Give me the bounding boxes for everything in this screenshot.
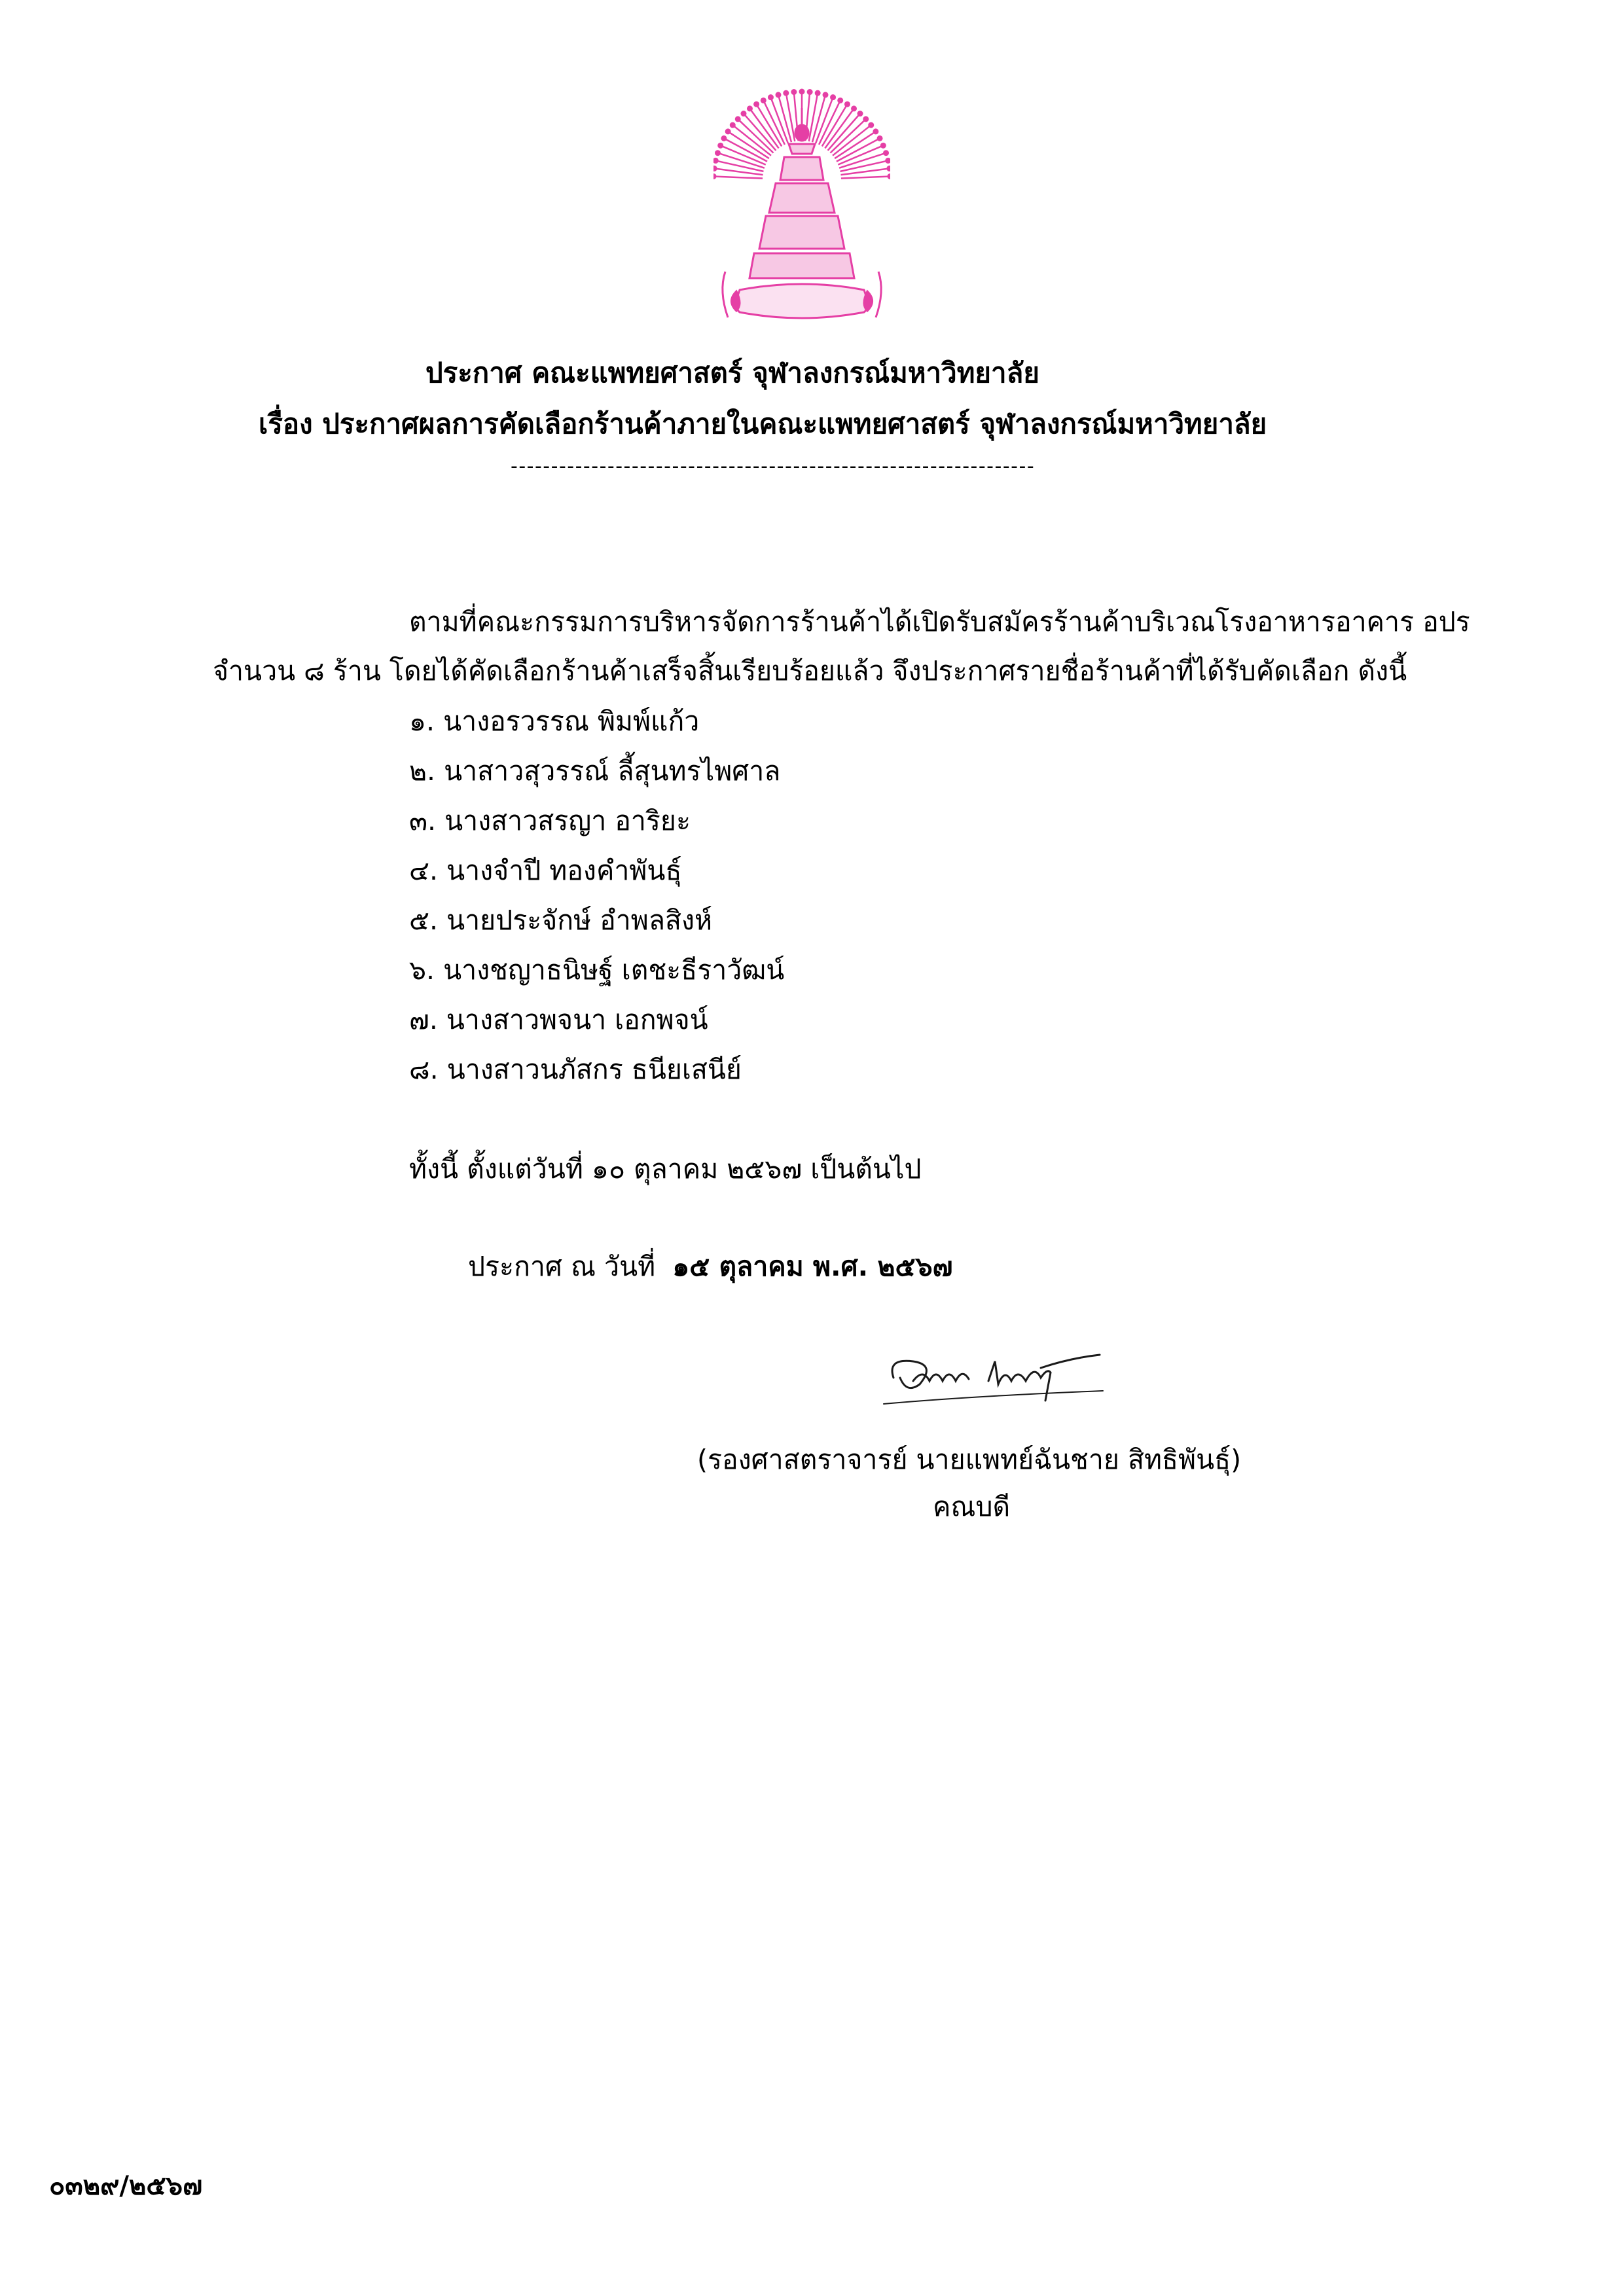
signatory-position: คณบดี	[933, 1491, 1011, 1522]
emblem-ray-tip	[776, 93, 780, 97]
emblem-ray-tip	[881, 143, 885, 147]
emblem-ray-tip	[808, 90, 812, 94]
emblem-ray-tip	[886, 158, 890, 162]
separator-line: -----------------------------------------------------------------	[511, 455, 1036, 478]
effective-date: ทั้งนี้ ตั้งแต่วันที่ ๑๐ ตุลาคม ๒๕๖๗ เป็นต้นไป	[409, 1153, 922, 1185]
list-item: ๗. นางสาวพจนา เอกพจน์	[409, 1004, 708, 1035]
emblem-ray	[809, 93, 818, 141]
emblem-ray-tip	[742, 112, 746, 116]
announce-date: ๑๕ ตุลาคม พ.ศ. ๒๕๖๗	[672, 1251, 953, 1282]
announcement-subject: เรื่อง ประกาศผลการคัดเลือกร้านค้าภายในคณะแพทยศาสตร์ จุฬาลงกรณ์มหาวิทยาลัย	[259, 408, 1267, 440]
emblem-ray-tip	[715, 151, 719, 155]
emblem-ray-tip	[722, 136, 726, 140]
emblem-ray-tip	[845, 102, 849, 106]
document-number: ๐๓๒๙/๒๕๖๗	[49, 2171, 203, 2201]
emblem-ray-tip	[852, 107, 856, 111]
announce-prefix: ประกาศ ณ วันที่	[468, 1251, 656, 1282]
list-item: ๘. นางสาวนภัสกร ธนียเสนีย์	[409, 1054, 742, 1085]
list-item: ๕. นายประจักษ์ อำพลสิงห์	[409, 905, 713, 936]
emblem-ray-tip	[713, 174, 715, 178]
emblem-ray-tip	[713, 166, 716, 170]
emblem-ray	[841, 176, 890, 178]
emblem-ray-tip	[726, 130, 730, 134]
emblem-ray-tip	[864, 117, 868, 121]
emblem-ray-tip	[869, 123, 873, 127]
emblem-ray-tip	[839, 98, 842, 102]
list-item: ๔. นางจำปี ทองคำพันธุ์	[409, 855, 682, 886]
emblem-ray-tip	[888, 166, 890, 170]
emblem-ray-tip	[761, 98, 765, 102]
emblem-ray	[786, 93, 795, 141]
emblem-ray-tip	[755, 102, 759, 106]
list-item: ๒. นาสาวสุวรรณ์ ลี้สุนทรไพศาล	[409, 755, 781, 787]
signatory-name: (รองศาสตราจารย์ นายแพทย์ฉันชาย สิทธิพันธุ์)	[697, 1444, 1242, 1475]
emblem-ray-tip	[858, 112, 862, 116]
emblem-ray-tip	[874, 130, 878, 134]
emblem-ray-tip	[713, 158, 717, 162]
list-item: ๑. นางอรวรรณ พิมพ์แก้ว	[409, 706, 700, 737]
emblem-ray	[713, 176, 763, 178]
emblem-ray-tip	[792, 90, 796, 94]
emblem-ray-tip	[878, 136, 882, 140]
emblem-ray-tip	[748, 107, 751, 111]
announcement-title: ประกาศ คณะแพทยศาสตร์ จุฬาลงกรณ์มหาวิทยาลัย	[425, 357, 1039, 389]
emblem-ray-tip	[888, 174, 890, 178]
emblem-ray-tip	[719, 143, 723, 147]
emblem-ray-tip	[831, 96, 835, 99]
emblem-ray-tip	[736, 117, 740, 121]
emblem-ray-tip	[784, 91, 788, 95]
list-item: ๓. นางสาวสรญา อาริยะ	[409, 805, 691, 836]
university-emblem-icon	[713, 82, 890, 334]
emblem-ray-tip	[816, 91, 820, 95]
emblem-ray-tip	[768, 96, 772, 99]
emblem-ray-tip	[800, 90, 804, 94]
list-item: ๖. นางชญาธนิษฐ์ เตชะธีราวัฒน์	[409, 954, 785, 986]
signature-image	[874, 1332, 1123, 1430]
announce-date-line	[468, 1247, 952, 1286]
emblem-ray-tip	[823, 93, 827, 97]
body-paragraph-line2: จำนวน ๘ ร้าน โดยได้คัดเลือกร้านค้าเสร็จสิ้นเรียบร้อยแล้ว จึงประกาศรายชื่อร้านค้าที่ได้รับคัดเลือก ดังนี้	[213, 655, 1407, 687]
body-paragraph-line1: ตามที่คณะกรรมการบริหารจัดการร้านค้าได้เปิดรับสมัครร้านค้าบริเวณโรงอาหารอาคาร อปร	[409, 606, 1470, 637]
emblem-ray-tip	[884, 151, 888, 155]
emblem-ray-tip	[731, 123, 734, 127]
